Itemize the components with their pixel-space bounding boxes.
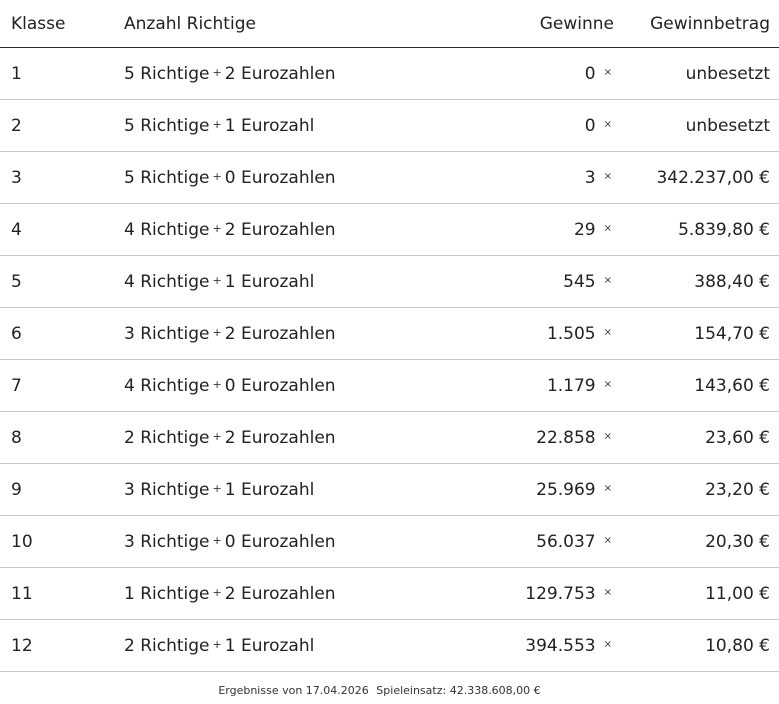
cell-anzahl-richtige [124, 152, 464, 204]
header-row [0, 0, 779, 48]
table-row [0, 308, 779, 360]
richtige-text: 4 Richtige [124, 219, 210, 240]
plus-icon: + [212, 170, 222, 183]
cell-gewinnbetrag: 154,70 € [614, 308, 779, 360]
eurozahlen-text: 0 Eurozahlen [224, 531, 336, 552]
gewinne-count: 1.505 [546, 323, 596, 344]
cell-gewinne [464, 464, 614, 516]
times-icon: × [603, 379, 612, 390]
times-icon: × [603, 535, 612, 546]
plus-icon: + [212, 222, 222, 235]
cell-gewinne [464, 412, 614, 464]
cell-gewinnbetrag: unbesetzt [614, 100, 779, 152]
results-footer [0, 684, 759, 697]
table-row [0, 620, 779, 672]
cell-gewinne [464, 308, 614, 360]
table-header [0, 0, 779, 48]
cell-gewinne [464, 152, 614, 204]
times-icon: × [603, 275, 612, 286]
eurozahlen-text: 2 Eurozahlen [224, 219, 336, 240]
times-icon: × [603, 327, 612, 338]
cell-klasse: 5 [0, 256, 124, 308]
table-row [0, 152, 779, 204]
header-gewinne: Gewinne [464, 0, 614, 48]
eurozahlen-text: 2 Eurozahlen [224, 63, 336, 84]
cell-anzahl-richtige [124, 620, 464, 672]
cell-gewinnbetrag: 342.237,00 € [614, 152, 779, 204]
times-icon: × [603, 431, 612, 442]
cell-gewinnbetrag: 23,20 € [614, 464, 779, 516]
cell-gewinnbetrag: 143,60 € [614, 360, 779, 412]
cell-klasse: 10 [0, 516, 124, 568]
eurozahlen-text: 1 Eurozahl [224, 115, 315, 136]
footer-date: Ergebnisse von 17.04.2026 [218, 684, 369, 697]
plus-icon: + [212, 378, 222, 391]
gewinne-count: 29 [573, 219, 596, 240]
table-row [0, 464, 779, 516]
cell-gewinnbetrag: 20,30 € [614, 516, 779, 568]
eurozahlen-text: 2 Eurozahlen [224, 427, 336, 448]
plus-icon: + [212, 326, 222, 339]
cell-gewinne [464, 256, 614, 308]
richtige-text: 3 Richtige [124, 531, 210, 552]
cell-klasse: 1 [0, 48, 124, 100]
cell-klasse: 4 [0, 204, 124, 256]
cell-anzahl-richtige [124, 256, 464, 308]
cell-klasse: 2 [0, 100, 124, 152]
cell-gewinne [464, 48, 614, 100]
cell-anzahl-richtige [124, 308, 464, 360]
table-body [0, 48, 779, 672]
eurozahlen-text: 1 Eurozahl [224, 635, 315, 656]
eurozahlen-text: 1 Eurozahl [224, 271, 315, 292]
cell-gewinne [464, 204, 614, 256]
times-icon: × [603, 587, 612, 598]
gewinne-count: 3 [584, 167, 596, 188]
richtige-text: 3 Richtige [124, 479, 210, 500]
eurozahlen-text: 2 Eurozahlen [224, 583, 336, 604]
richtige-text: 5 Richtige [124, 115, 210, 136]
table-row [0, 204, 779, 256]
cell-gewinnbetrag: 388,40 € [614, 256, 779, 308]
plus-icon: + [212, 430, 222, 443]
header-gewinnbetrag: Gewinnbetrag [614, 0, 779, 48]
richtige-text: 5 Richtige [124, 63, 210, 84]
plus-icon: + [212, 66, 222, 79]
cell-anzahl-richtige [124, 464, 464, 516]
plus-icon: + [212, 586, 222, 599]
plus-icon: + [212, 118, 222, 131]
gewinne-count: 1.179 [546, 375, 596, 396]
header-klasse: Klasse [0, 0, 124, 48]
plus-icon: + [212, 274, 222, 287]
cell-klasse: 3 [0, 152, 124, 204]
eurozahlen-text: 2 Eurozahlen [224, 323, 336, 344]
gewinne-count: 25.969 [536, 479, 596, 500]
table-row [0, 568, 779, 620]
cell-gewinnbetrag: 5.839,80 € [614, 204, 779, 256]
cell-gewinne [464, 100, 614, 152]
table-row [0, 256, 779, 308]
cell-anzahl-richtige [124, 412, 464, 464]
times-icon: × [603, 639, 612, 650]
plus-icon: + [212, 534, 222, 547]
table-row [0, 360, 779, 412]
cell-anzahl-richtige [124, 360, 464, 412]
cell-gewinne [464, 360, 614, 412]
cell-klasse: 9 [0, 464, 124, 516]
cell-gewinne [464, 620, 614, 672]
cell-anzahl-richtige [124, 48, 464, 100]
cell-klasse: 8 [0, 412, 124, 464]
richtige-text: 4 Richtige [124, 375, 210, 396]
times-icon: × [603, 223, 612, 234]
times-icon: × [603, 67, 612, 78]
cell-klasse: 12 [0, 620, 124, 672]
times-icon: × [603, 119, 612, 130]
table-row [0, 412, 779, 464]
richtige-text: 3 Richtige [124, 323, 210, 344]
cell-klasse: 11 [0, 568, 124, 620]
richtige-text: 2 Richtige [124, 427, 210, 448]
cell-gewinne [464, 516, 614, 568]
cell-anzahl-richtige [124, 516, 464, 568]
gewinne-count: 56.037 [536, 531, 596, 552]
richtige-text: 1 Richtige [124, 583, 210, 604]
table-row [0, 100, 779, 152]
richtige-text: 5 Richtige [124, 167, 210, 188]
gewinne-count: 22.858 [536, 427, 596, 448]
richtige-text: 4 Richtige [124, 271, 210, 292]
eurozahlen-text: 1 Eurozahl [224, 479, 315, 500]
gewinne-count: 129.753 [525, 583, 596, 604]
cell-klasse: 6 [0, 308, 124, 360]
plus-icon: + [212, 482, 222, 495]
table-row [0, 48, 779, 100]
cell-anzahl-richtige [124, 100, 464, 152]
times-icon: × [603, 483, 612, 494]
eurozahlen-text: 0 Eurozahlen [224, 167, 336, 188]
cell-anzahl-richtige [124, 568, 464, 620]
richtige-text: 2 Richtige [124, 635, 210, 656]
cell-gewinnbetrag: 11,00 € [614, 568, 779, 620]
times-icon: × [603, 171, 612, 182]
header-anzahl-richtige: Anzahl Richtige [124, 0, 464, 48]
eurozahlen-text: 0 Eurozahlen [224, 375, 336, 396]
plus-icon: + [212, 638, 222, 651]
footer-spieleinsatz: Spieleinsatz: 42.338.608,00 € [376, 684, 541, 697]
cell-gewinnbetrag: 23,60 € [614, 412, 779, 464]
gewinne-count: 394.553 [525, 635, 596, 656]
cell-gewinnbetrag: unbesetzt [614, 48, 779, 100]
cell-gewinnbetrag: 10,80 € [614, 620, 779, 672]
table-row [0, 516, 779, 568]
cell-klasse: 7 [0, 360, 124, 412]
gewinne-count: 0 [584, 63, 596, 84]
cell-anzahl-richtige [124, 204, 464, 256]
cell-gewinne [464, 568, 614, 620]
gewinne-count: 545 [563, 271, 596, 292]
gewinne-count: 0 [584, 115, 596, 136]
